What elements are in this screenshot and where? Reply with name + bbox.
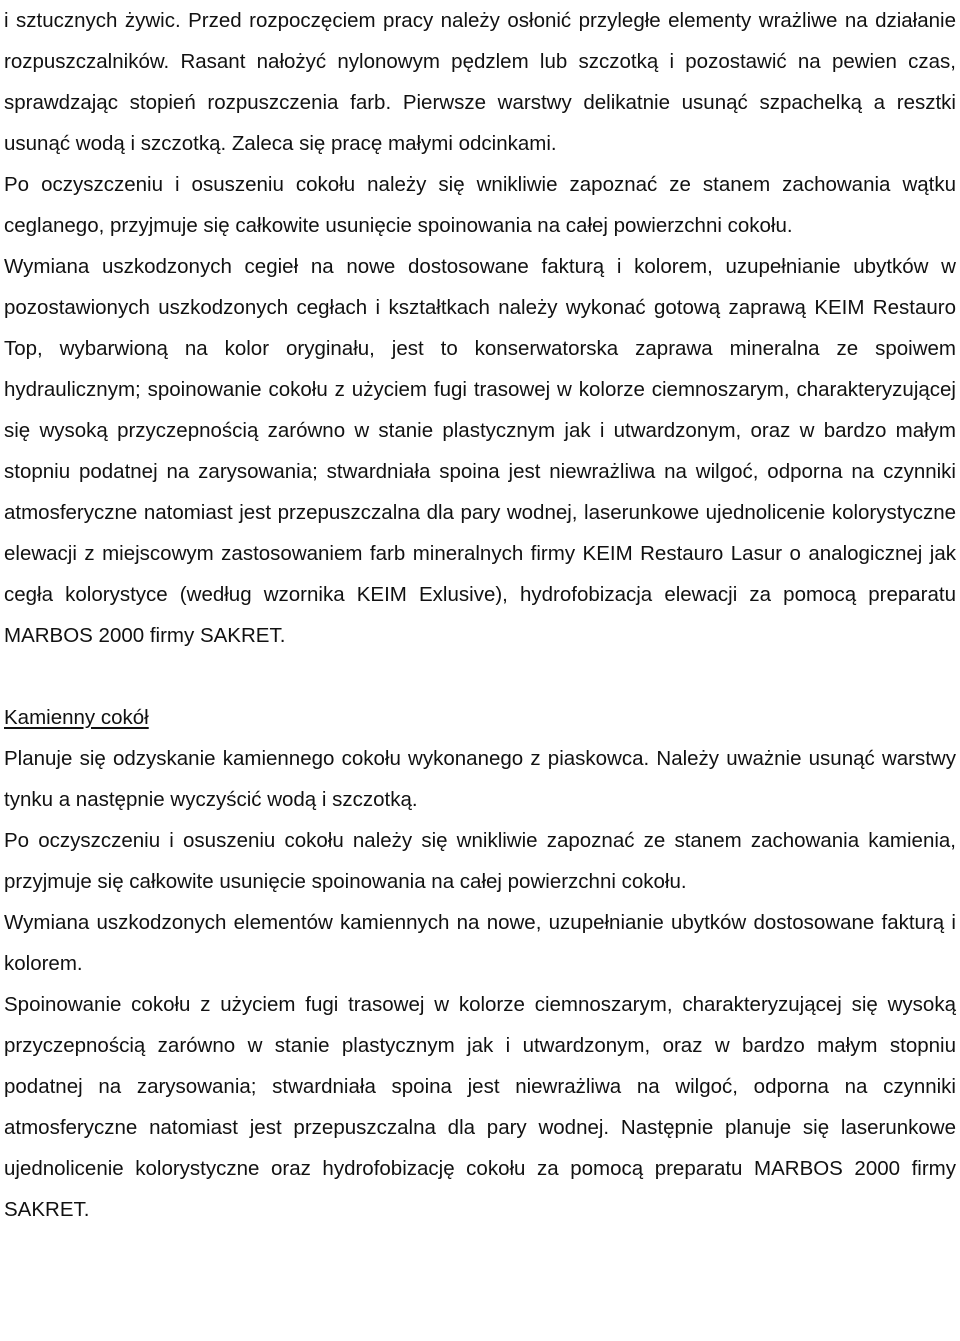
paragraph-stone-recovery: Planuje się odzyskanie kamiennego cokołu wykonanego z piaskowca. Należy uważnie usunąć warstwy tynku a następnie wyczyścić wodą i szczotką. xyxy=(4,747,956,811)
paragraph-brick-replacement: Wymiana uszkodzonych cegieł na nowe dostosowane fakturą i kolorem, uzupełnianie ubytków w pozostawionych uszkodzonych cegłach i kształtkach należy wykonać gotową zaprawą KEIM Restauro Top, wybarwioną na kolor oryginału, jest to konserwatorska zaprawa mineralna ze spoiwem hydraulicznym; spoinowanie cokołu z użyciem fugi trasowej w kolorze ciemnoszarym, charakteryzującej się wysoką przyczepnością zarówno w stanie plastycznym jak i utwardzonym, oraz w bardzo małym stopniu podatnej na zarysowania; stwardniała spoina jest niewrażliwa na wilgoć, odporna na czynniki atmosferyczne natomiast jest przepuszczalna dla pary wodnej, laserunkowe ujednolicenie kolorystyczne elewacji z miejscowym zastosowaniem farb mineralnych firmy KEIM Restauro Lasur o analogicznej jak cegła kolorystyce (według wzornika KEIM Exlusive), hydrofobizacja elewacji za pomocą preparatu MARBOS 2000 firmy SAKRET. xyxy=(4,255,956,647)
paragraph-spacer xyxy=(4,656,956,697)
section-heading-stone-plinth: Kamienny cokół xyxy=(4,706,149,729)
document-page xyxy=(4,0,956,1230)
paragraph-brick-inspection: Po oczyszczeniu i osuszeniu cokołu należy się wnikliwie zapoznać ze stanem zachowania wątku ceglanego, przyjmuje się całkowite usunięcie spoinowania na całej powierzchni cokołu. xyxy=(4,173,956,237)
paragraph-stone-jointing: Spoinowanie cokołu z użyciem fugi trasowej w kolorze ciemnoszarym, charakteryzującej się wysoką przyczepnością zarówno w stanie plastycznym jak i utwardzonym, oraz w bardzo małym stopniu podatnej na zarysowania; stwardniała spoina jest niewrażliwa na wilgoć, odporna na czynniki atmosferyczne natomiast jest przepuszczalna dla pary wodnej. Następnie planuje się laserunkowe ujednolicenie kolorystyczne oraz hydrofobizację cokołu za pomocą preparatu MARBOS 2000 firmy SAKRET. xyxy=(4,993,956,1221)
paragraph-stone-replacement: Wymiana uszkodzonych elementów kamiennych na nowe, uzupełnianie ubytków dostosowane fakturą i kolorem. xyxy=(4,911,956,975)
paragraph-brick-cleaning: i sztucznych żywic. Przed rozpoczęciem pracy należy osłonić przyległe elementy wrażliwe na działanie rozpuszczalników. Rasant nałożyć nylonowym pędzlem lub szczotką i pozostawić na pewien czas, sprawdzając stopień rozpuszczenia farb. Pierwsze warstwy delikatnie usunąć szpachelką a resztki usunąć wodą i szczotką. Zaleca się pracę małymi odcinkami. xyxy=(4,9,956,155)
paragraph-stone-inspection: Po oczyszczeniu i osuszeniu cokołu należy się wnikliwie zapoznać ze stanem zachowania kamienia, przyjmuje się całkowite usunięcie spoinowania na całej powierzchni cokołu. xyxy=(4,829,956,893)
